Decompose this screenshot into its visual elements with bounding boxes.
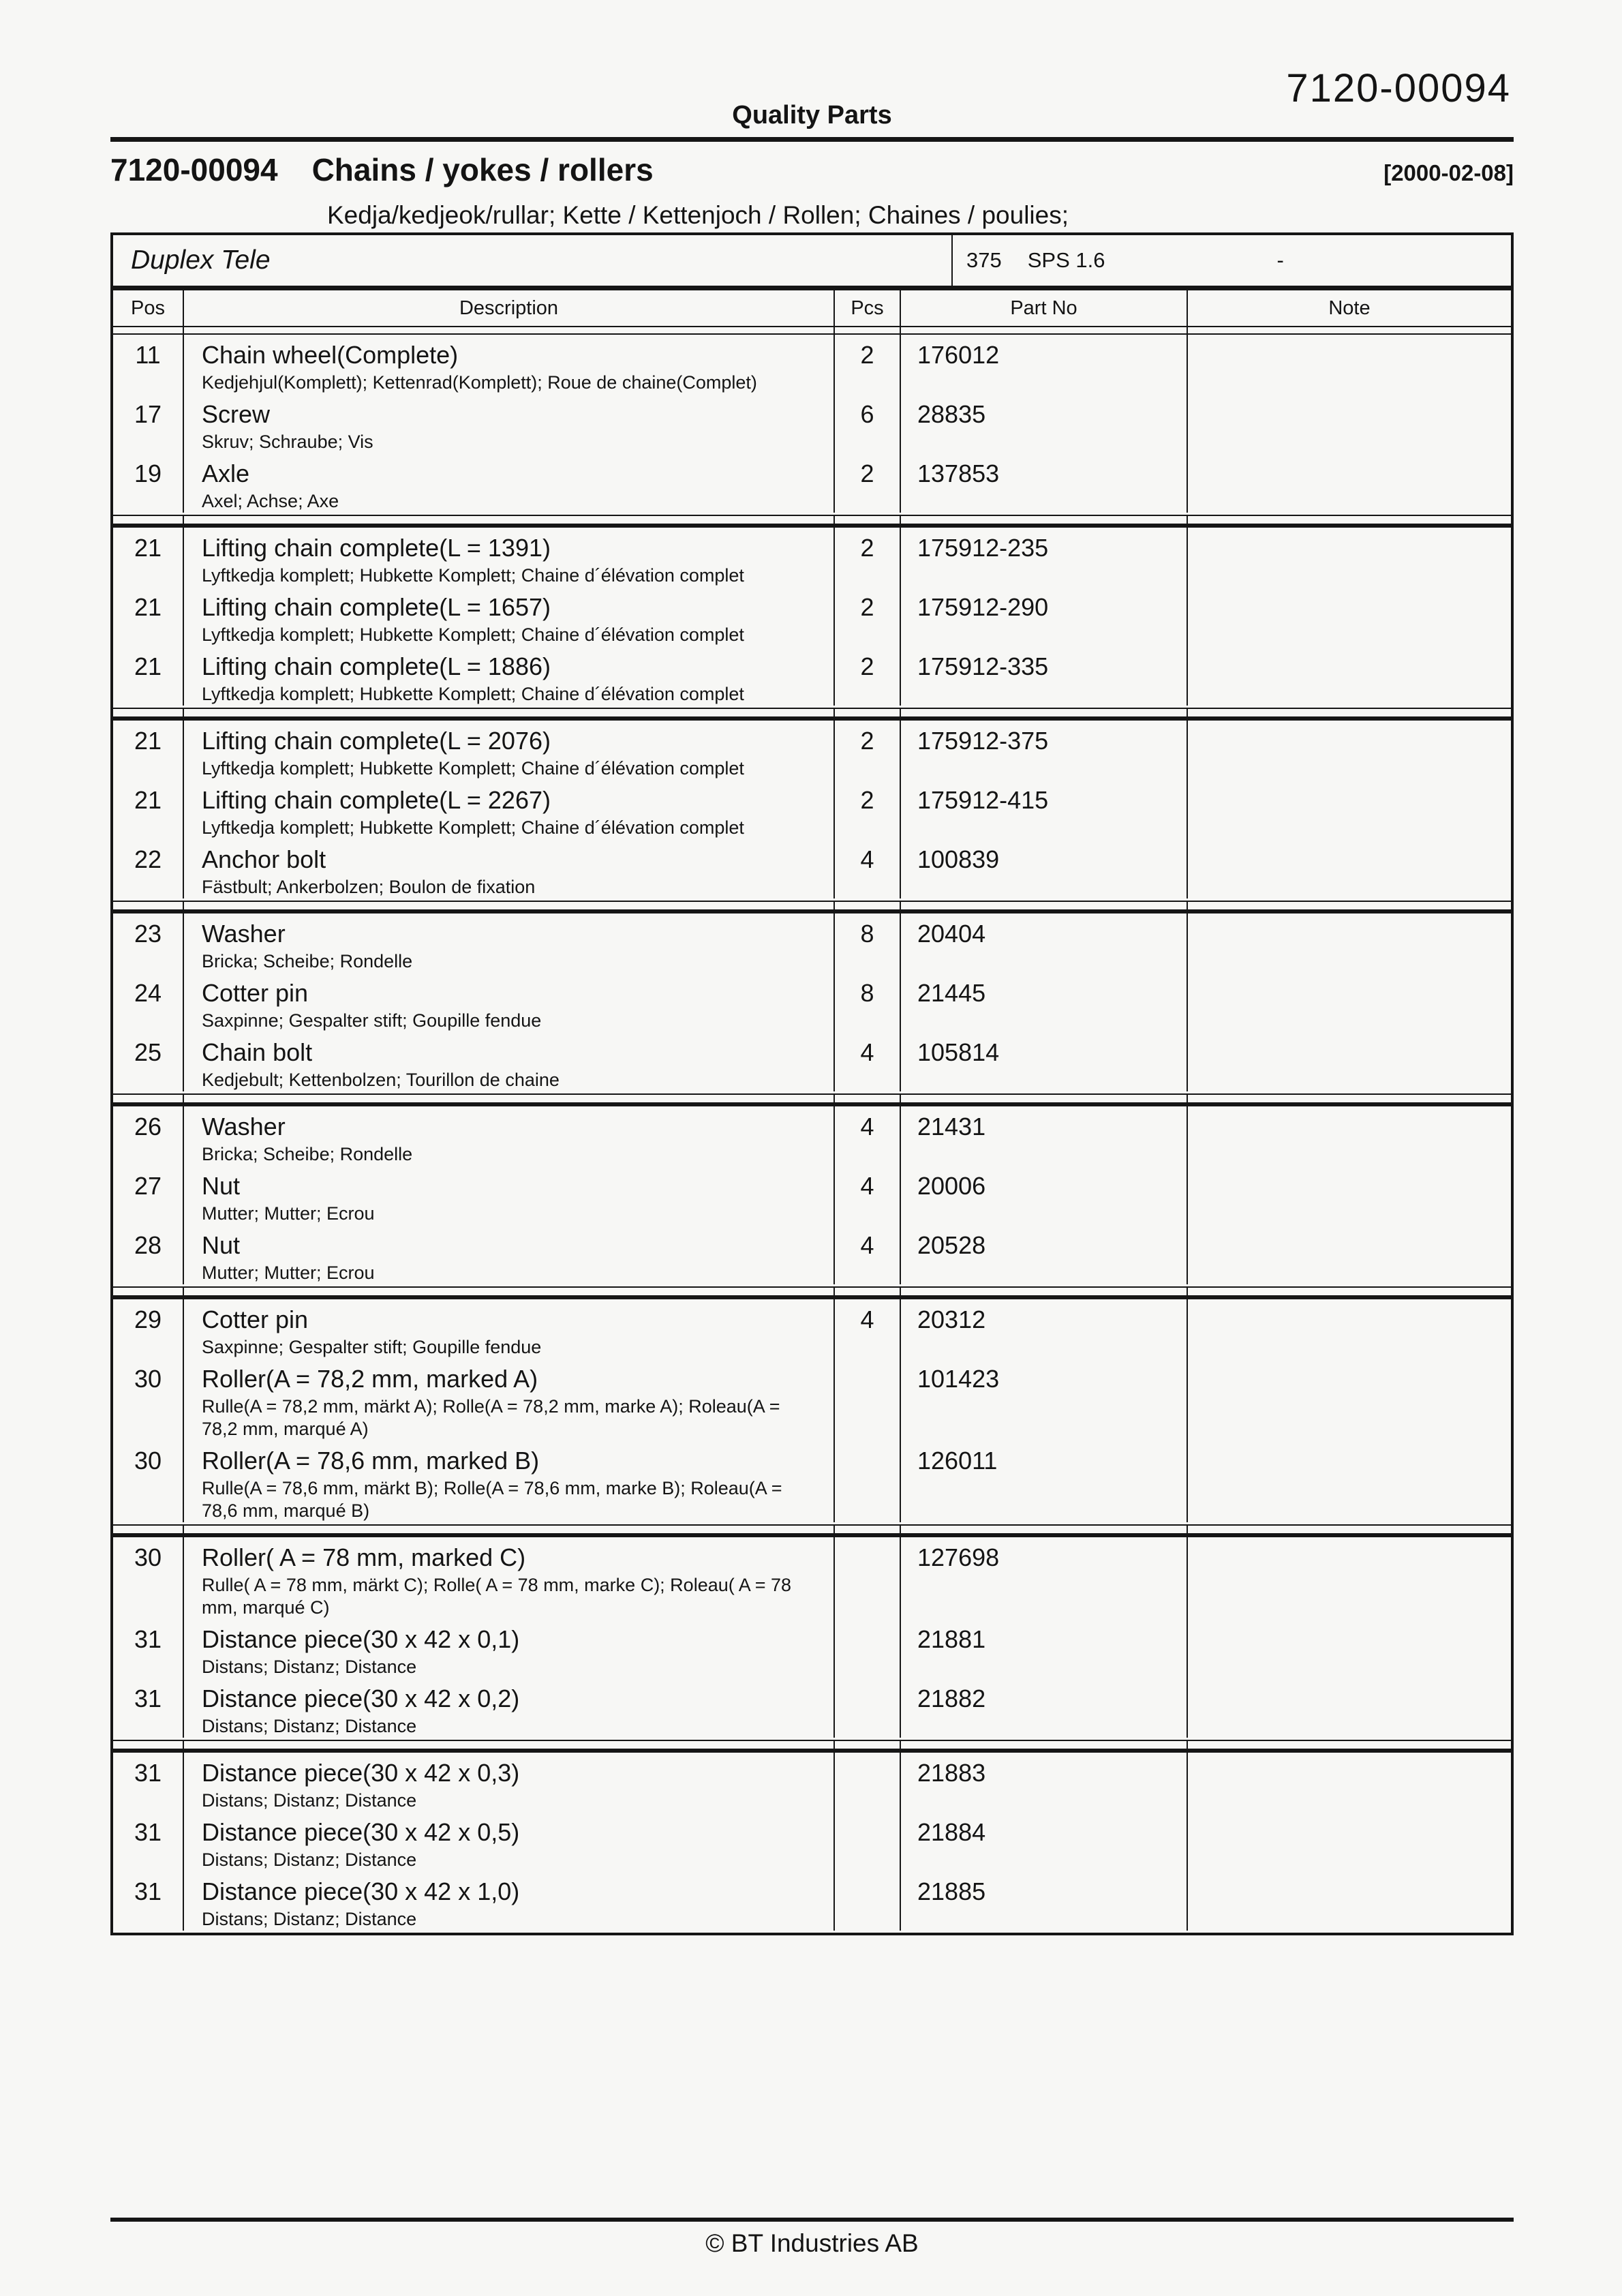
description-main: Nut bbox=[202, 1231, 241, 1259]
description-cell bbox=[184, 1166, 835, 1225]
pos-cell: 21 bbox=[113, 780, 184, 839]
pos-cell: 30 bbox=[113, 1440, 184, 1522]
pos-cell: 21 bbox=[113, 646, 184, 706]
description-main: Distance piece(30 x 42 x 0,2) bbox=[202, 1685, 520, 1712]
note-cell bbox=[1188, 394, 1511, 453]
revision-date: [2000-02-08] bbox=[1383, 160, 1514, 185]
pcs-cell: 8 bbox=[835, 973, 901, 1032]
partno-cell: 175912-375 bbox=[901, 721, 1188, 780]
description-cell bbox=[184, 1753, 835, 1812]
pcs-cell: 8 bbox=[835, 913, 901, 973]
description-sub: Rulle(A = 78,2 mm, märkt A); Rolle(A = 78,2 mm, marke A); Roleau(A = 78,2 mm, marqué A) bbox=[202, 1396, 780, 1439]
header-divider-rule bbox=[110, 137, 1514, 142]
page-title: Chains / yokes / rollers bbox=[311, 152, 654, 187]
group-separator bbox=[113, 515, 1511, 528]
partno-cell: 101423 bbox=[901, 1359, 1188, 1440]
pos-cell: 27 bbox=[113, 1166, 184, 1225]
note-cell bbox=[1188, 335, 1511, 394]
partno-cell: 21883 bbox=[901, 1753, 1188, 1812]
table-row bbox=[113, 1812, 1511, 1871]
pcs-cell bbox=[835, 1812, 901, 1871]
pos-cell: 30 bbox=[113, 1359, 184, 1440]
table-row bbox=[113, 1106, 1511, 1166]
partno-cell: 175912-415 bbox=[901, 780, 1188, 839]
description-cell bbox=[184, 453, 835, 513]
copyright-text: © BT Industries AB bbox=[705, 2229, 919, 2257]
description-cell bbox=[184, 394, 835, 453]
title-document-number: 7120-00094 bbox=[110, 152, 278, 187]
description-cell bbox=[184, 1871, 835, 1931]
partno-cell: 21885 bbox=[901, 1871, 1188, 1931]
description-sub: Mutter; Mutter; Ecrou bbox=[202, 1263, 375, 1283]
pcs-cell: 4 bbox=[835, 1106, 901, 1166]
note-cell bbox=[1188, 721, 1511, 780]
partno-cell: 20404 bbox=[901, 913, 1188, 973]
description-cell bbox=[184, 528, 835, 587]
pcs-cell: 2 bbox=[835, 646, 901, 706]
description-cell bbox=[184, 913, 835, 973]
description-cell bbox=[184, 1812, 835, 1871]
pcs-cell: 6 bbox=[835, 394, 901, 453]
description-main: Axle bbox=[202, 459, 250, 487]
note-cell bbox=[1188, 1440, 1511, 1522]
table-row bbox=[113, 646, 1511, 706]
table-row bbox=[113, 587, 1511, 646]
description-main: Lifting chain complete(L = 1886) bbox=[202, 652, 551, 680]
table-row bbox=[113, 721, 1511, 780]
description-cell bbox=[184, 1299, 835, 1359]
note-cell bbox=[1188, 1753, 1511, 1812]
description-main: Cotter pin bbox=[202, 979, 309, 1007]
pcs-cell bbox=[835, 1537, 901, 1619]
model-code: 375 bbox=[966, 248, 1002, 272]
pos-cell: 31 bbox=[113, 1678, 184, 1738]
table-row bbox=[113, 1225, 1511, 1284]
description-main: Cotter pin bbox=[202, 1305, 309, 1333]
table-row bbox=[113, 1440, 1511, 1522]
table-row bbox=[113, 1032, 1511, 1091]
description-cell bbox=[184, 587, 835, 646]
group-separator bbox=[113, 1286, 1511, 1299]
pos-cell: 19 bbox=[113, 453, 184, 513]
table-row bbox=[113, 335, 1511, 394]
page-subtitle: Kedja/kedjeok/rullar; Kette / Kettenjoch / Rollen; Chaines / poulies; bbox=[327, 201, 1069, 229]
pos-cell: 17 bbox=[113, 394, 184, 453]
description-main: Washer bbox=[202, 1113, 286, 1141]
description-main: Chain wheel(Complete) bbox=[202, 341, 459, 369]
pcs-cell bbox=[835, 1440, 901, 1522]
description-sub: Skruv; Schraube; Vis bbox=[202, 432, 373, 452]
table-row bbox=[113, 394, 1511, 453]
pcs-cell bbox=[835, 1619, 901, 1678]
parts-table bbox=[110, 232, 1514, 1935]
partno-cell: 20312 bbox=[901, 1299, 1188, 1359]
description-cell bbox=[184, 646, 835, 706]
model-dash: - bbox=[1276, 248, 1284, 272]
description-sub: Bricka; Scheibe; Rondelle bbox=[202, 951, 413, 971]
pcs-cell: 2 bbox=[835, 453, 901, 513]
group-separator bbox=[113, 901, 1511, 913]
partno-cell: 28835 bbox=[901, 394, 1188, 453]
description-sub: Lyftkedja komplett; Hubkette Komplett; Chaine d´élévation complet bbox=[202, 624, 744, 645]
parts-group bbox=[113, 1299, 1511, 1524]
description-sub: Distans; Distanz; Distance bbox=[202, 1716, 417, 1736]
parts-group bbox=[113, 1753, 1511, 1933]
partno-cell: 175912-290 bbox=[901, 587, 1188, 646]
description-cell bbox=[184, 1359, 835, 1440]
model-band bbox=[113, 235, 1511, 290]
pos-cell: 23 bbox=[113, 913, 184, 973]
description-main: Distance piece(30 x 42 x 0,1) bbox=[202, 1625, 520, 1653]
note-cell bbox=[1188, 1871, 1511, 1931]
description-cell bbox=[184, 1678, 835, 1738]
table-row bbox=[113, 913, 1511, 973]
table-row bbox=[113, 528, 1511, 587]
description-sub: Lyftkedja komplett; Hubkette Komplett; Chaine d´élévation complet bbox=[202, 565, 744, 586]
description-cell bbox=[184, 721, 835, 780]
pcs-cell bbox=[835, 1359, 901, 1440]
description-main: Lifting chain complete(L = 2267) bbox=[202, 786, 551, 814]
description-sub: Saxpinne; Gespalter stift; Goupille fendue bbox=[202, 1337, 542, 1357]
parts-group bbox=[113, 721, 1511, 901]
partno-cell: 175912-335 bbox=[901, 646, 1188, 706]
pos-cell: 31 bbox=[113, 1871, 184, 1931]
pos-cell: 31 bbox=[113, 1753, 184, 1812]
description-main: Distance piece(30 x 42 x 0,5) bbox=[202, 1818, 520, 1846]
model-name: Duplex Tele bbox=[113, 235, 953, 286]
description-cell bbox=[184, 780, 835, 839]
pos-cell: 24 bbox=[113, 973, 184, 1032]
pos-cell: 31 bbox=[113, 1619, 184, 1678]
description-sub: Saxpinne; Gespalter stift; Goupille fendue bbox=[202, 1010, 542, 1031]
group-separator bbox=[113, 1093, 1511, 1106]
partno-cell: 105814 bbox=[901, 1032, 1188, 1091]
description-main: Lifting chain complete(L = 2076) bbox=[202, 727, 551, 755]
note-cell bbox=[1188, 528, 1511, 587]
pcs-cell bbox=[835, 1753, 901, 1812]
table-row bbox=[113, 1359, 1511, 1440]
description-main: Roller( A = 78 mm, marked C) bbox=[202, 1543, 526, 1571]
description-sub: Kedjehjul(Komplett); Kettenrad(Komplett); Roue de chaine(Complet) bbox=[202, 372, 757, 393]
partno-cell: 21881 bbox=[901, 1619, 1188, 1678]
note-cell bbox=[1188, 1032, 1511, 1091]
partno-cell: 175912-235 bbox=[901, 528, 1188, 587]
header-separator bbox=[113, 327, 1511, 335]
column-header-row bbox=[113, 290, 1511, 327]
description-sub: Distans; Distanz; Distance bbox=[202, 1849, 417, 1870]
group-separator bbox=[113, 1740, 1511, 1753]
parts-group bbox=[113, 528, 1511, 708]
table-row bbox=[113, 780, 1511, 839]
partno-cell: 127698 bbox=[901, 1537, 1188, 1619]
pcs-cell: 2 bbox=[835, 335, 901, 394]
table-row bbox=[113, 1678, 1511, 1738]
note-cell bbox=[1188, 1619, 1511, 1678]
partno-cell: 20528 bbox=[901, 1225, 1188, 1284]
col-header-description: Description bbox=[184, 290, 835, 326]
note-cell bbox=[1188, 1359, 1511, 1440]
pos-cell: 30 bbox=[113, 1537, 184, 1619]
table-row bbox=[113, 1871, 1511, 1931]
description-main: Lifting chain complete(L = 1391) bbox=[202, 534, 551, 562]
partno-cell: 21431 bbox=[901, 1106, 1188, 1166]
pos-cell: 11 bbox=[113, 335, 184, 394]
note-cell bbox=[1188, 973, 1511, 1032]
pcs-cell: 4 bbox=[835, 1225, 901, 1284]
pcs-cell bbox=[835, 1871, 901, 1931]
note-cell bbox=[1188, 780, 1511, 839]
description-cell bbox=[184, 1106, 835, 1166]
table-body bbox=[113, 335, 1511, 1933]
note-cell bbox=[1188, 1537, 1511, 1619]
description-main: Washer bbox=[202, 920, 286, 948]
description-cell bbox=[184, 335, 835, 394]
parts-group bbox=[113, 913, 1511, 1093]
table-row bbox=[113, 973, 1511, 1032]
parts-group bbox=[113, 1537, 1511, 1740]
title-row bbox=[110, 151, 1514, 188]
partno-cell: 126011 bbox=[901, 1440, 1188, 1522]
description-sub: Distans; Distanz; Distance bbox=[202, 1909, 417, 1929]
pcs-cell: 2 bbox=[835, 780, 901, 839]
note-cell bbox=[1188, 646, 1511, 706]
header-brand-label: Quality Parts bbox=[732, 101, 892, 130]
note-cell bbox=[1188, 839, 1511, 898]
note-cell bbox=[1188, 1225, 1511, 1284]
group-separator bbox=[113, 1524, 1511, 1537]
description-cell bbox=[184, 1537, 835, 1619]
partno-cell: 21445 bbox=[901, 973, 1188, 1032]
pos-cell: 22 bbox=[113, 839, 184, 898]
partno-cell: 137853 bbox=[901, 453, 1188, 513]
description-main: Lifting chain complete(L = 1657) bbox=[202, 593, 551, 621]
description-main: Anchor bolt bbox=[202, 845, 326, 873]
pos-cell: 21 bbox=[113, 528, 184, 587]
table-row bbox=[113, 1537, 1511, 1619]
pcs-cell: 2 bbox=[835, 528, 901, 587]
parts-group bbox=[113, 335, 1511, 515]
description-sub: Distans; Distanz; Distance bbox=[202, 1657, 417, 1677]
description-main: Roller(A = 78,2 mm, marked A) bbox=[202, 1365, 538, 1393]
table-row bbox=[113, 453, 1511, 513]
col-header-note: Note bbox=[1328, 297, 1371, 319]
partno-cell: 100839 bbox=[901, 839, 1188, 898]
note-cell bbox=[1188, 1166, 1511, 1225]
description-sub: Mutter; Mutter; Ecrou bbox=[202, 1203, 375, 1224]
pcs-cell: 4 bbox=[835, 1032, 901, 1091]
partno-cell: 20006 bbox=[901, 1166, 1188, 1225]
pos-cell: 21 bbox=[113, 721, 184, 780]
description-sub: Lyftkedja komplett; Hubkette Komplett; Chaine d´élévation complet bbox=[202, 817, 744, 838]
note-cell bbox=[1188, 587, 1511, 646]
pos-cell: 21 bbox=[113, 587, 184, 646]
description-main: Distance piece(30 x 42 x 1,0) bbox=[202, 1877, 520, 1905]
pos-cell: 29 bbox=[113, 1299, 184, 1359]
table-row bbox=[113, 1619, 1511, 1678]
description-cell bbox=[184, 1619, 835, 1678]
partno-cell: 21884 bbox=[901, 1812, 1188, 1871]
partno-cell: 176012 bbox=[901, 335, 1188, 394]
document-number-top: 7120-00094 bbox=[1286, 66, 1511, 110]
description-cell bbox=[184, 973, 835, 1032]
table-row bbox=[113, 1166, 1511, 1225]
description-main: Nut bbox=[202, 1172, 241, 1200]
col-header-pcs: Pcs bbox=[835, 290, 901, 326]
description-sub: Fästbult; Ankerbolzen; Boulon de fixation bbox=[202, 877, 536, 897]
pcs-cell: 4 bbox=[835, 1299, 901, 1359]
col-header-pos: Pos bbox=[113, 290, 184, 326]
description-cell bbox=[184, 839, 835, 898]
table-row bbox=[113, 1299, 1511, 1359]
description-main: Chain bolt bbox=[202, 1038, 313, 1066]
note-cell bbox=[1188, 453, 1511, 513]
description-sub: Axel; Achse; Axe bbox=[202, 491, 339, 511]
description-sub: Kedjebult; Kettenbolzen; Tourillon de chaine bbox=[202, 1070, 560, 1090]
description-main: Distance piece(30 x 42 x 0,3) bbox=[202, 1759, 520, 1787]
note-cell bbox=[1188, 1299, 1511, 1359]
description-cell bbox=[184, 1440, 835, 1522]
note-cell bbox=[1188, 1678, 1511, 1738]
description-sub: Rulle(A = 78,6 mm, märkt B); Rolle(A = 78,6 mm, marke B); Roleau(A = 78,6 mm, marqué B) bbox=[202, 1478, 782, 1521]
note-cell bbox=[1188, 1812, 1511, 1871]
pcs-cell: 2 bbox=[835, 587, 901, 646]
description-sub: Lyftkedja komplett; Hubkette Komplett; Chaine d´élévation complet bbox=[202, 758, 744, 779]
model-spec: SPS 1.6 bbox=[1027, 248, 1105, 272]
description-cell bbox=[184, 1032, 835, 1091]
pos-cell: 26 bbox=[113, 1106, 184, 1166]
model-meta bbox=[953, 235, 1511, 286]
footer-divider-rule bbox=[110, 2218, 1514, 2222]
partno-cell: 21882 bbox=[901, 1678, 1188, 1738]
parts-group bbox=[113, 1106, 1511, 1286]
description-main: Roller(A = 78,6 mm, marked B) bbox=[202, 1447, 540, 1475]
note-cell bbox=[1188, 913, 1511, 973]
description-sub: Lyftkedja komplett; Hubkette Komplett; Chaine d´élévation complet bbox=[202, 684, 744, 704]
description-sub: Bricka; Scheibe; Rondelle bbox=[202, 1144, 413, 1164]
table-row bbox=[113, 839, 1511, 898]
description-main: Screw bbox=[202, 400, 271, 428]
pcs-cell: 4 bbox=[835, 1166, 901, 1225]
pos-cell: 31 bbox=[113, 1812, 184, 1871]
pcs-cell: 2 bbox=[835, 721, 901, 780]
col-header-partno: Part No bbox=[901, 290, 1188, 326]
description-sub: Distans; Distanz; Distance bbox=[202, 1790, 417, 1811]
description-sub: Rulle( A = 78 mm, märkt C); Rolle( A = 78 mm, marke C); Roleau( A = 78 mm, marqué C) bbox=[202, 1575, 792, 1618]
pos-cell: 25 bbox=[113, 1032, 184, 1091]
group-separator bbox=[113, 708, 1511, 721]
table-row bbox=[113, 1753, 1511, 1812]
description-cell bbox=[184, 1225, 835, 1284]
pos-cell: 28 bbox=[113, 1225, 184, 1284]
pcs-cell bbox=[835, 1678, 901, 1738]
pcs-cell: 4 bbox=[835, 839, 901, 898]
note-cell bbox=[1188, 1106, 1511, 1166]
